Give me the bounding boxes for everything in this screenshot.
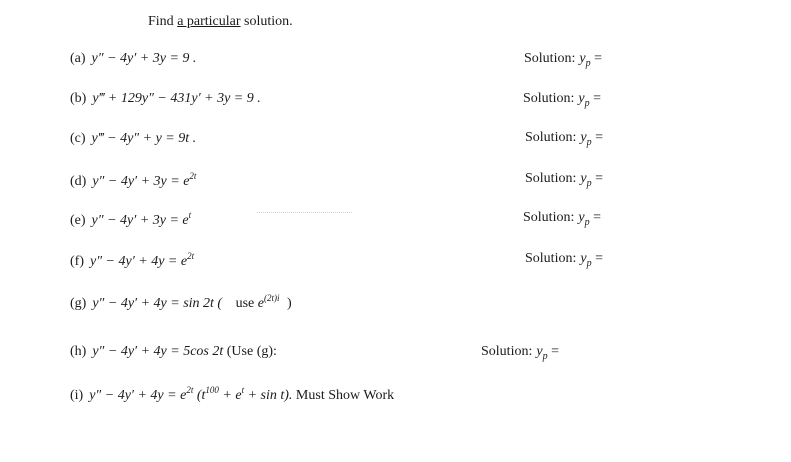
note-h: (Use (g):	[223, 344, 277, 359]
equation-e: $y'' - 4y' + 3y = e^t$	[91, 210, 192, 228]
problem-d: (d) $y'' - 4y' + 3y = e^{2t}$	[70, 171, 197, 189]
equation-b: y‴ + 129y″ − 431y′ + 3y = 9 .	[92, 91, 261, 106]
hint-expression: $e^{(2t)i}$	[257, 293, 280, 311]
equation-a: y″ − 4y′ + 3y = 9 .	[91, 51, 197, 66]
note-i: Must Show Work	[292, 388, 395, 403]
solution-a: Solution: $y_p$ =	[524, 51, 602, 69]
solution-e: Solution: $y_p$ =	[523, 210, 601, 228]
solution-b: Solution: $y_p$ =	[523, 91, 601, 109]
problem-f: (f) $y'' - 4y' + 4y = e^{2t}$	[70, 251, 195, 269]
equation-g: y″ − 4y′ + 4y = sin 2t (	[92, 296, 223, 311]
equation-f: $y'' - 4y' + 4y = e^{2t}$	[90, 251, 195, 269]
solution-f: Solution: $y_p$ =	[525, 251, 603, 269]
equation-i: $y'' - 4y' + 4y = e^{2t}$ $(t^{100} + e^t + \sin t)$.	[89, 385, 293, 403]
problem-h: (h) y″ − 4y′ + 4y = 5cos 2t (Use (g):	[70, 344, 277, 359]
solution-d: Solution: $y_p$ =	[525, 171, 603, 189]
problem-a: (a) y″ − 4y′ + 3y = 9 .	[70, 51, 197, 66]
problem-i: (i) $y'' - 4y' + 4y = e^{2t}$ $(t^{100} + e^t + \sin t)$. Must Show Work	[70, 385, 395, 403]
solution-c: Solution: $y_p$ =	[525, 130, 603, 148]
faint-divider	[257, 212, 352, 213]
equation-h: y″ − 4y′ + 4y = 5cos 2t	[92, 344, 224, 359]
problem-g: (g) y″ − 4y′ + 4y = sin 2t ( use $e^{(2t)i}$ )	[70, 293, 292, 311]
equation-c: y‴ − 4y″ + y = 9t .	[91, 131, 197, 146]
solution-h: Solution: $y_p$ =	[481, 344, 559, 362]
problem-b: (b) y‴ + 129y″ − 431y′ + 3y = 9 .	[70, 91, 261, 106]
underlined-phrase: a particular	[177, 14, 241, 29]
problem-c: (c) y‴ − 4y″ + y = 9t .	[70, 131, 197, 146]
hint-text: use	[235, 296, 255, 311]
instruction-heading: Find a particular solution.	[148, 14, 293, 29]
problem-e: (e) $y'' - 4y' + 3y = e^t$	[70, 210, 192, 228]
equation-d: $y'' - 4y' + 3y = e^{2t}$	[92, 171, 197, 189]
